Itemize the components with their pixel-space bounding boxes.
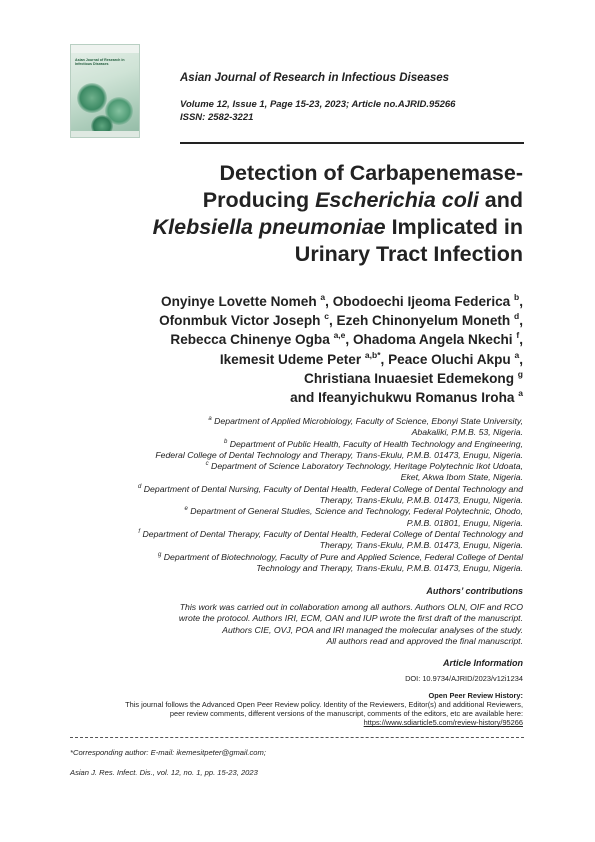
author-affil-sup: b <box>514 292 520 302</box>
affiliation-text: Therapy, Trans-Ekulu, P.M.B. 01473, Enugu, Nigeria. <box>319 495 523 506</box>
title-text: Implicated in <box>385 215 523 239</box>
contribution-line: This work was carried out in collaboration among all authors. Authors OLN, OIF and RCO <box>179 602 523 612</box>
peer-review-heading: Open Peer Review History: <box>428 691 523 700</box>
author-affil-sup: g <box>517 368 523 379</box>
author-name: Christiana Inuaesiet Edemekong <box>304 370 518 386</box>
author-line <box>53 388 523 407</box>
author-name: Ofonmbuk Victor Joseph <box>159 313 325 329</box>
peer-review-link[interactable]: https://www.sdiarticle5.com/review-history/95266 <box>363 718 523 728</box>
affiliation <box>53 484 523 507</box>
affiliations <box>53 416 523 574</box>
author-sep: , <box>519 313 523 329</box>
title-organism: Klebsiella pneumoniae <box>152 215 386 239</box>
affiliation-sup: e <box>184 506 188 513</box>
affiliation-text: Technology and Therapy, Trans-Ekulu, P.M.B. 01473, Enugu, Nigeria. <box>256 562 523 573</box>
author-affil-sup: a <box>514 349 520 360</box>
author-name: , Peace Oluchi Akpu <box>380 351 515 367</box>
header-rule <box>180 142 524 144</box>
author-affil-sup: a <box>518 388 523 399</box>
affiliation-text: Department of Public Health, Faculty of Health Technology and Engineering, <box>227 438 523 449</box>
title-text: and <box>478 188 523 212</box>
author-affil-sup: c <box>324 311 329 322</box>
author-name: and Ifeanyichukwu Romanus Iroha <box>290 390 519 406</box>
author-affil-sup: a,e <box>333 330 346 341</box>
cover-title: Asian Journal of Research in Infectious Diseases <box>75 58 125 67</box>
author-affil-sup: a <box>320 292 326 302</box>
peer-review-line: peer review comments, different versions of the manuscript, comments of the editors, etc are available here: <box>169 709 523 719</box>
title-line <box>103 214 523 241</box>
affiliation-sup: f <box>138 528 141 535</box>
title-text: Producing <box>202 188 316 212</box>
author-line <box>53 311 523 330</box>
author-affil-sup: d <box>514 311 520 322</box>
author-name: , Obodoechi Ijeoma Federica <box>325 294 515 309</box>
title-organism: Escherichia coli <box>315 188 479 212</box>
title-line: Urinary Tract Infection <box>294 242 523 266</box>
footnote-rule <box>70 737 524 738</box>
author-name: Ikemesit Udeme Peter <box>219 351 365 367</box>
author-affil-sup: f <box>516 330 520 341</box>
corresponding-author: *Corresponding author: E-mail: ikemesitpeter@gmail.com; <box>70 748 266 757</box>
cover-virus-graphic <box>77 83 107 113</box>
affiliation-text: Department of General Studies, Science and Technology, Federal Polytechnic, Ohodo, <box>187 506 523 517</box>
contribution-line: All authors read and approved the final manuscript. <box>326 635 523 646</box>
affiliation-text: Department of Applied Microbiology, Faculty of Science, Ebonyi State University, <box>211 416 523 426</box>
affiliation <box>53 439 523 462</box>
contribution-line: Authors CIE, OVJ, POA and IRI managed the molecular analyses of the study. <box>222 624 523 635</box>
article-info-heading: Article Information <box>442 658 523 668</box>
contributions-text <box>83 602 523 647</box>
affiliation-text: Department of Biotechnology, Faculty of Pure and Applied Science, Federal College of Dental <box>161 551 523 562</box>
title-line: Detection of Carbapenemase- <box>219 161 523 185</box>
doi: DOI: 10.9734/AJRID/2023/v12i1234 <box>405 674 523 683</box>
author-name: , Ohadoma Angela Nkechi <box>345 332 517 348</box>
affiliation-text: Department of Dental Nursing, Faculty of Dental Health, Federal College of Dental Technology and <box>141 483 523 494</box>
issn: ISSN: 2582-3221 <box>180 112 254 123</box>
paper-title <box>103 160 523 268</box>
affiliation <box>53 461 523 484</box>
affiliation-sup: a <box>208 416 212 422</box>
author-name: Onyinye Lovette Nomeh <box>161 294 321 309</box>
author-sep: , <box>519 332 523 348</box>
peer-review-text <box>53 700 523 728</box>
author-affil-sup: a,b* <box>364 349 381 360</box>
cover-top-band <box>71 45 139 53</box>
affiliation <box>53 552 523 575</box>
author-list <box>53 292 523 407</box>
author-line <box>53 292 523 311</box>
author-name: Rebecca Chinenye Ogba <box>170 332 334 348</box>
affiliation-sup: b <box>223 438 228 445</box>
author-sep: , <box>519 351 523 367</box>
author-line <box>53 369 523 388</box>
contribution-line: wrote the protocol. Authors IRI, ECM, OAN and IUP wrote the first draft of the manuscript. <box>178 613 523 624</box>
affiliation <box>53 506 523 529</box>
author-sep: , <box>519 294 523 309</box>
affiliation-sup: g <box>157 551 162 558</box>
affiliation-text: Abakaliki, P.M.B. 53, Nigeria. <box>411 427 523 438</box>
peer-review-line: This journal follows the Advanced Open Peer Review policy. Identity of the Reviewers, Editor(s) and additional Reviewers, <box>125 700 523 709</box>
journal-cover-image <box>70 44 140 138</box>
journal-name: Asian Journal of Research in Infectious Diseases <box>180 72 450 84</box>
author-name: , Ezeh Chinonyelum Moneth <box>328 313 515 329</box>
cover-bottom-band <box>71 131 139 137</box>
affiliation-text: Department of Science Laboratory Technology, Heritage Polytechnic Ikot Udoata, <box>208 461 523 472</box>
affiliation-sup: d <box>138 483 142 490</box>
volume-info: Volume 12, Issue 1, Page 15-23, 2023; Article no.AJRID.95266 <box>180 99 456 110</box>
affiliation-sup: c <box>205 461 209 468</box>
affiliation-text: Therapy, Trans-Ekulu, P.M.B. 01473, Enugu, Nigeria. <box>319 540 523 551</box>
title-line <box>103 187 523 214</box>
affiliation-text: Eket, Akwa Ibom State, Nigeria. <box>400 472 523 483</box>
citation: Asian J. Res. Infect. Dis., vol. 12, no. 1, pp. 15-23, 2023 <box>70 768 258 777</box>
contributions-heading: Authors’ contributions <box>426 586 523 596</box>
author-line <box>53 350 523 369</box>
author-line <box>53 330 523 349</box>
affiliation <box>53 529 523 552</box>
affiliation-text: Federal College of Dental Technology and Therapy, Trans-Ekulu, P.M.B. 01473, Enugu, Nigeria. <box>155 449 523 460</box>
affiliation <box>53 416 523 439</box>
affiliation-text: Department of Dental Therapy, Faculty of Dental Health, Federal College of Dental Technology and <box>140 528 523 539</box>
affiliation-text: P.M.B. 01801, Enugu, Nigeria. <box>406 517 523 528</box>
